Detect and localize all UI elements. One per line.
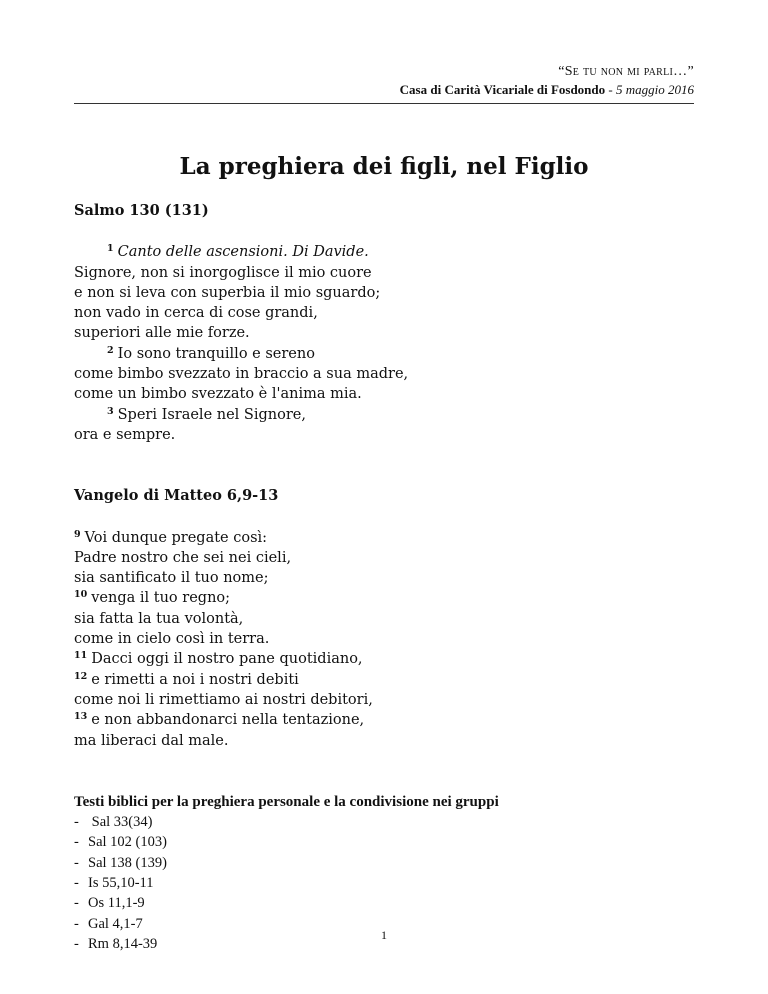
verse-line	[74, 263, 694, 283]
bullet-dash: -	[74, 875, 79, 892]
spacer	[74, 507, 694, 528]
list-item	[74, 853, 694, 873]
verse-text: ora e sempre.	[74, 426, 176, 443]
verse-line	[74, 344, 694, 364]
verse-text: Io sono tranquillo e sereno	[117, 345, 315, 362]
verse-line	[74, 609, 694, 629]
verse-text: Speri Israele nel Signore,	[117, 406, 306, 423]
bullet-dash: -	[74, 935, 79, 952]
verse-line	[74, 242, 694, 262]
verse-line	[74, 303, 694, 323]
verse-line	[74, 568, 694, 588]
document-body	[74, 201, 694, 954]
verse-line	[74, 425, 694, 445]
verse-number: 9	[74, 528, 81, 540]
spacer	[74, 751, 694, 792]
page-number: 1	[381, 928, 387, 942]
verse-text: sia fatta la tua volontà,	[74, 610, 244, 627]
verse-line	[74, 323, 694, 343]
header-rule	[74, 103, 694, 104]
verse-number: 11	[74, 650, 88, 662]
verse-line	[74, 588, 694, 608]
verse-number: 10	[74, 589, 88, 601]
verse-line	[74, 548, 694, 568]
gospel-heading: Vangelo di Matteo 6,9-13	[74, 487, 279, 505]
header-separator: -	[605, 82, 616, 97]
list-item	[74, 812, 694, 832]
header-date: 5 maggio 2016	[616, 82, 694, 97]
reference-text: Sal 102 (103)	[88, 834, 167, 851]
verse-text: e rimetti a noi i nostri debiti	[91, 671, 299, 688]
verse-text: come noi li rimettiamo ai nostri debitori,	[74, 691, 373, 708]
header-subline	[400, 82, 694, 98]
verse-line	[74, 710, 694, 730]
verse-line	[74, 364, 694, 384]
verse-text: sia santificato il tuo nome;	[74, 570, 269, 587]
list-item	[74, 873, 694, 893]
bullet-dash: -	[74, 895, 79, 912]
verse-text: Canto delle ascensioni. Di Davide.	[117, 244, 369, 261]
verse-text: non vado in cerca di cose grandi,	[74, 305, 318, 322]
page-title: La preghiera dei figli, nel Figlio	[179, 153, 589, 180]
verse-line	[74, 384, 694, 404]
verse-line	[74, 405, 694, 425]
header-place: Casa di Carità Vicariale di Fosdondo	[399, 82, 606, 97]
reference-text: Rm 8,14-39	[88, 935, 158, 952]
list-item	[74, 832, 694, 852]
verse-number: 2	[107, 344, 114, 356]
spacer	[74, 221, 694, 242]
verse-text: e non si leva con superbia il mio sguardo;	[74, 284, 381, 301]
reference-text: Is 55,10-11	[88, 875, 154, 892]
psalm-text	[74, 242, 694, 445]
series-title: “Se tu non mi parli…”	[558, 64, 694, 79]
verse-text: Dacci oggi il nostro pane quotidiano,	[91, 651, 363, 668]
verse-line	[74, 629, 694, 649]
verse-number: 3	[107, 405, 114, 417]
reference-text: Gal 4,1-7	[88, 915, 143, 932]
verse-line	[74, 670, 694, 690]
verse-line	[74, 690, 694, 710]
bullet-dash: -	[74, 814, 79, 831]
reference-text: Sal 138 (139)	[88, 854, 167, 871]
spacer	[74, 445, 694, 486]
verse-text: Padre nostro che sei nei cieli,	[74, 549, 292, 566]
bullet-dash: -	[74, 915, 79, 932]
list-item	[74, 893, 694, 913]
verse-text: Signore, non si inorgoglisce il mio cuore	[74, 264, 372, 281]
reference-text: Os 11,1-9	[88, 895, 145, 912]
running-header	[400, 64, 694, 98]
references-heading: Testi biblici per la preghiera personale e la condivisione nei gruppi	[74, 793, 499, 810]
verse-number: 1	[107, 243, 114, 255]
verse-line	[74, 528, 694, 548]
verse-text: Voi dunque pregate così:	[84, 529, 268, 546]
verse-number: 13	[74, 711, 88, 723]
verse-line	[74, 283, 694, 303]
verse-text: come in cielo così in terra.	[74, 631, 270, 648]
verse-number: 12	[74, 670, 88, 682]
verse-text: come un bimbo svezzato è l'anima mia.	[74, 386, 362, 403]
verse-text: come bimbo svezzato in braccio a sua madre,	[74, 366, 409, 383]
verse-text: venga il tuo regno;	[91, 590, 231, 607]
gospel-text	[74, 528, 694, 751]
reference-text: Sal 33(34)	[88, 814, 153, 831]
verse-text: e non abbandonarci nella tentazione,	[91, 712, 365, 729]
verse-line	[74, 649, 694, 669]
psalm-heading: Salmo 130 (131)	[74, 202, 209, 219]
bullet-dash: -	[74, 834, 79, 851]
verse-text: ma liberaci dal male.	[74, 732, 229, 749]
bullet-dash: -	[74, 854, 79, 871]
verse-line	[74, 731, 694, 751]
verse-text: superiori alle mie forze.	[74, 325, 250, 342]
